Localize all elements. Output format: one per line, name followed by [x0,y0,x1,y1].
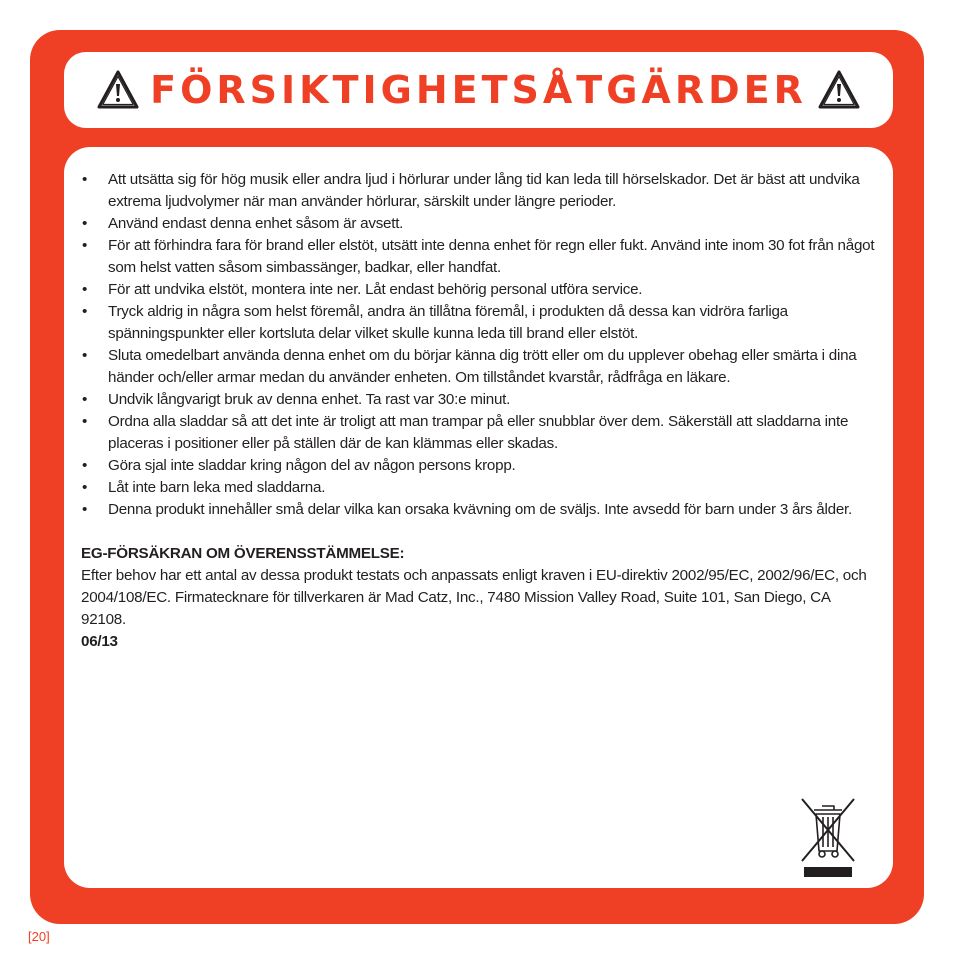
list-item-text: Denna produkt innehåller små delar vilka kan orsaka kvävning om de sväljs. Inte avsedd för barn under 3 års ålder. [108,501,852,518]
list-item-text: Tryck aldrig in några som helst föremål, andra än tillåtna föremål, i produkten då dessa kan vidröra farliga spänningspunkter eller kortsluta delar vilket skulle kunna leda till brand eller elstöt. [108,303,788,342]
bullet-marker: • [82,347,88,364]
list-item-text: Att utsätta sig för hög musik eller andra ljud i hörlurar under lång tid kan leda till hörselskador. Det är bäst att undvika extrema ljudvolymer när man använder hörlurar, särskilt under längre perioder. [108,171,860,210]
bullet-marker: • [82,215,88,232]
title-panel [64,52,893,128]
bullet-marker: • [82,171,88,188]
bullet-marker: • [82,281,88,298]
warning-triangle-icon [96,69,140,111]
declaration-heading: EG-FÖRSÄKRAN OM ÖVERENSSTÄMMELSE: [81,545,405,562]
list-item-text: Använd endast denna enhet såsom är avsett. [108,215,404,232]
bullet-marker: • [82,303,88,320]
bullet-marker: • [82,501,88,518]
list-item [81,345,877,389]
list-item-text: Göra sjal inte sladdar kring någon del av någon persons kropp. [108,457,516,474]
declaration-date: 06/13 [81,633,118,650]
precautions-list [81,169,877,521]
page-title: FÖRSIKTIGHETSÅTGÄRDER [150,68,807,112]
list-item-text: Ordna alla sladdar så att det inte är troligt att man trampar på eller snubblar över dem. Säkerställ att sladdarna inte placeras i positioner eller på ställen där de kan klämmas eller skadas. [108,413,849,452]
page-number: [20] [28,929,50,944]
bullet-marker: • [82,479,88,496]
list-item [81,169,877,213]
list-item [81,389,877,411]
bullet-marker: • [82,413,88,430]
list-item [81,279,877,301]
bullet-marker: • [82,457,88,474]
declaration-text: Efter behov har ett antal av dessa produkt testats och anpassats enligt kraven i EU-direktiv 2002/95/EC, 2002/96/EC, och 2004/108/EC. Firmatecknare för tillverkaren är Mad Catz, Inc., 7480 Mission Valley Road, Suite 101, San Diego, CA 92108. [81,567,867,628]
list-item [81,235,877,279]
list-item-text: För att undvika elstöt, montera inte ner. Låt endast behörig personal utföra service. [108,281,643,298]
crossed-out-wheelie-bin-icon [798,797,858,879]
list-item [81,411,877,455]
list-item-text: Låt inte barn leka med sladdarna. [108,479,326,496]
list-item [81,477,877,499]
content-panel [64,147,893,888]
warning-triangle-icon [817,69,861,111]
list-item [81,301,877,345]
bullet-marker: • [82,391,88,408]
list-item [81,213,877,235]
list-item [81,499,877,521]
content-body [81,169,877,653]
list-item-text: Sluta omedelbart använda denna enhet om du börjar känna dig trött eller om du upplever obehag eller smärta i dina händer och/eller armar medan du använder enheten. Om tillståndet kvarstår, rådfråga en läkare. [108,347,857,386]
list-item-text: För att förhindra fara för brand eller elstöt, utsätt inte denna enhet för regn eller fukt. Använd inte inom 30 fot från något som helst vatten såsom simbassänger, badkar, eller handfat. [108,237,875,276]
list-item [81,455,877,477]
bullet-marker: • [82,237,88,254]
list-item-text: Undvik långvarigt bruk av denna enhet. Ta rast var 30:e minut. [108,391,511,408]
